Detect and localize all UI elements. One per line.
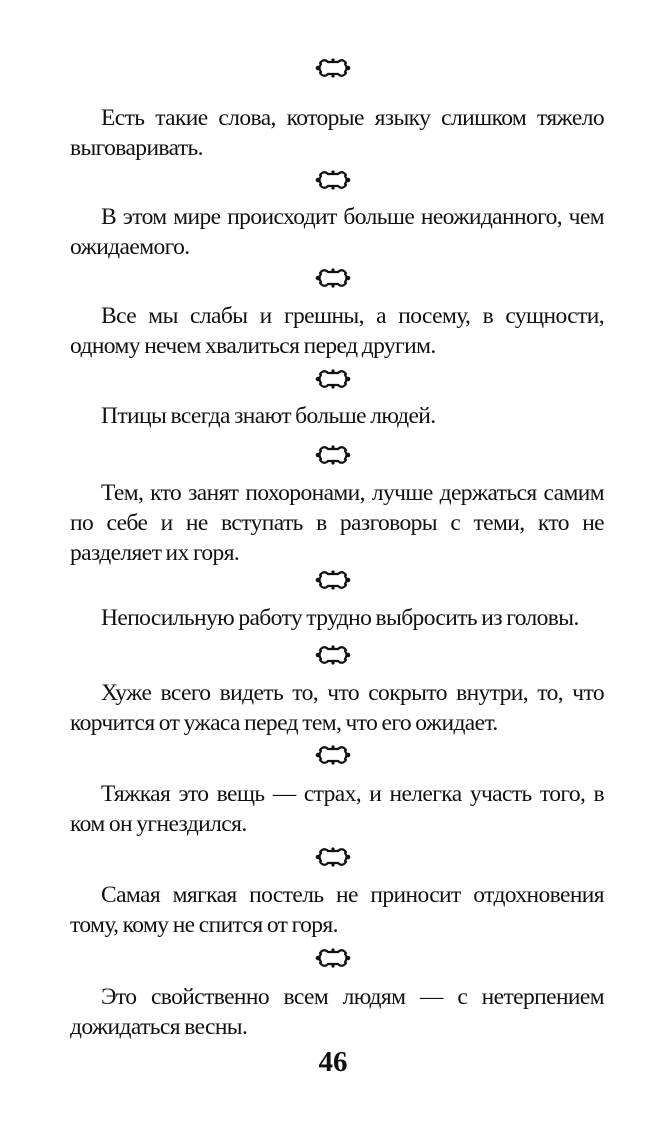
floral-ornament-icon xyxy=(313,168,353,192)
quote-text: Непосильную работу трудно выбросить из головы. xyxy=(101,605,579,631)
quote-text: Самая мягкая постель не приносит отдохновения тому, кому не спится от горя. xyxy=(70,882,604,938)
quote-text: Птицы всегда знают больше людей. xyxy=(101,403,436,429)
floral-ornament-icon xyxy=(313,568,353,592)
floral-ornament-icon xyxy=(313,845,353,869)
quote-text: Это свойственно всем людям — с нетерпением дожидаться весны. xyxy=(70,984,604,1040)
floral-ornament-icon xyxy=(313,743,353,767)
quote-text: Есть такие слова, которые языку слишком тяжело выговаривать. xyxy=(70,105,604,161)
quote-text: Все мы слабы и грешны, а посему, в сущности, одному нечем хвалиться перед другим. xyxy=(70,303,604,359)
floral-ornament-icon xyxy=(313,367,353,391)
quote-text: Тяжкая это вещь — страх, и нелегка участь того, в ком он угнездился. xyxy=(70,781,604,837)
floral-ornament-icon xyxy=(313,443,353,467)
floral-ornament-icon xyxy=(313,946,353,970)
page-number: 46 xyxy=(318,1046,348,1078)
floral-ornament-icon xyxy=(313,266,353,290)
quote-text: В этом мире происходит больше неожиданного, чем ожидаемого. xyxy=(70,204,604,260)
quote-text: Тем, кто занят похоронами, лучше держаться самим по себе и не вступать в разговоры с теми, кто не разделяет их горя. xyxy=(70,480,604,566)
floral-ornament-icon xyxy=(313,643,353,667)
quote-text: Хуже всего видеть то, что сокрыто внутри, то, что корчится от ужаса перед тем, что его ожидает. xyxy=(70,680,604,736)
floral-ornament-icon xyxy=(313,56,353,80)
